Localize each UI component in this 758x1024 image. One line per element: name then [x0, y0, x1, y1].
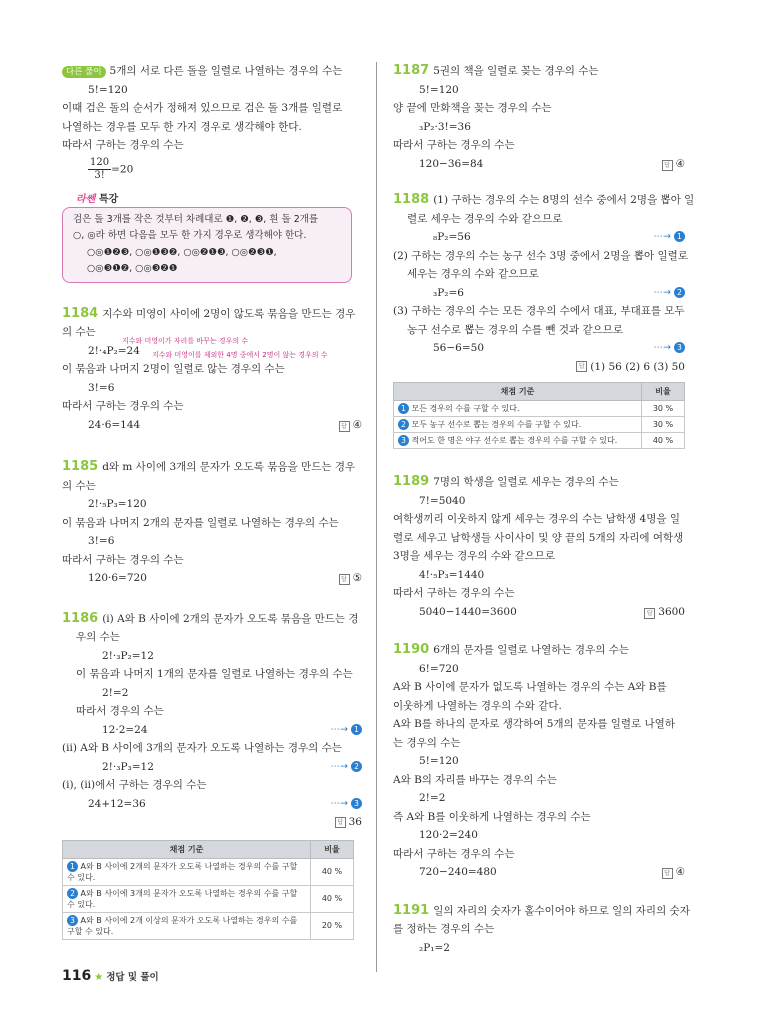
- lecture-line: ○, ◎라 하면 다음을 모두 한 가지 경우로 생각해야 한다.: [73, 230, 307, 241]
- answer: 답 ⑤: [339, 569, 362, 588]
- problem-number: 1190: [393, 642, 430, 657]
- answer-icon: 답: [576, 361, 587, 372]
- text-line: 세우는 경우의 수와 같으므로: [407, 268, 539, 280]
- equation: 4!·₅P₃=1440: [419, 568, 485, 581]
- problem-1191: 1191 일의 자리의 숫자가 홀수이어야 하므로 일의 자리의 숫자 를 정하는 경우의 수는 ₂P₁=2: [393, 902, 685, 958]
- lecture-content: [62, 207, 352, 283]
- equation: ₃P₂·3!=36: [419, 120, 471, 133]
- equation-row: 2!·₃P₃=12 ⋯→ 2: [62, 758, 362, 777]
- problem-1188: 1188 (1) 구하는 경우의 수는 8명의 선수 중에서 2명을 뽑아 일 렬로 세우는 경우의 수와 같으므로 ₈P₂=56 ⋯→ 1 (2) 구하는 경우의 수는 농구 선수 3명 중에서 2명을 뽑아 일렬로 세우는 경우의 수와 같으므로 ₃P₂=6 ⋯→ 2 (3) 구하는 경우의 수는 모든 경우의 수에서 대표, 부대표를 모두 농구 선수로 뽑는 경우의 수를 뺀 것과 같으므로 56−6=50 ⋯→ 3 답 (1) 56 (2) 6 (3) 50: [393, 191, 685, 376]
- text-line: 양 끝에 만화책을 꽂는 경우의 수는: [393, 102, 552, 114]
- equation: 2!=2: [102, 686, 129, 699]
- problem-1189: 1189 7명의 학생을 일렬로 세우는 경우의 수는 7!=5040 여학생끼리 이웃하지 않게 세우는 경우의 수는 남학생 4명을 일 렬로 세우고 남학생들 사이사이 및 양 끝의 5개의 자리에 여학생 3명을 세우는 경우의 수와 같으므로 4!·₅P₃=1440 따라서 구하는 경우의 수는 5040−1440=3600 답 3600: [393, 473, 685, 621]
- text-line: (ii) A와 B 사이에 3개의 문자가 오도록 나열하는 경우의 수는: [62, 742, 342, 754]
- right-column: [393, 62, 695, 957]
- lecture-line: 검은 돌 3개를 작은 것부터 차례대로 ❶, ❷, ❸, 흰 돌 2개를: [73, 213, 319, 225]
- table-header: 채점 기준: [63, 840, 311, 858]
- answer-icon: 답: [339, 421, 350, 432]
- final-row: 120−36=84 답 ④: [393, 155, 685, 174]
- problem-number: 1187: [393, 63, 430, 78]
- problem-1185: 1185 d와 m 사이에 3개의 문자가 오도록 묶음을 만드는 경우 의 수는 2!·₅P₃=120 이 묶음과 나머지 2개의 문자를 일렬로 나열하는 경우의 수는 3!=6 따라서 구하는 경우의 수는 120·6=720 답 ⑤: [62, 458, 362, 588]
- answer: 답 36: [62, 813, 362, 832]
- text-line: 렬로 세우고 남학생들 사이사이 및 양 끝의 5개의 자리에 여학생: [393, 531, 684, 544]
- equation-row: 56−6=50 ⋯→ 3: [393, 339, 685, 358]
- final-row: 24·6=144 답 ④: [62, 416, 362, 435]
- table-row: 2 모두 농구 선수로 뽑는 경우의 수를 구할 수 있다. 30 %: [394, 417, 685, 433]
- fraction: $\frac{120}{3!}$: [90, 156, 110, 181]
- answer: 답 3600: [644, 603, 685, 622]
- text-line: 나열하는 경우를 모두 한 가지 경우로 생각해야 한다.: [62, 120, 302, 133]
- text-line: 를 정하는 경우의 수는: [393, 923, 495, 935]
- answer-icon: 답: [662, 868, 673, 879]
- text-line: 의 수는: [62, 326, 96, 338]
- equation: 3!=6: [88, 381, 115, 394]
- annotated-equation: 2!·₄P₂=24 지수와 미영이가 자리를 바꾸는 경우의 수 지수와 미영이를 제외한 4명 중에서 2명이 않는 경우의 수: [62, 342, 362, 361]
- table-row: 3 A와 B 사이에 2개 이상의 문자가 오도록 나열하는 경우의 수를 구할 수 있다. 20 %: [63, 912, 354, 939]
- answer-icon: 답: [339, 574, 350, 585]
- text-line: 따라서 구하는 경우의 수는: [62, 553, 184, 566]
- footer-label: 정답 및 풀이: [106, 972, 159, 983]
- page-number: 116: [62, 968, 92, 984]
- text-line: 따라서 구하는 경우의 수는: [393, 139, 515, 151]
- step-marker: ⋯→ 2: [654, 284, 685, 303]
- scoring-table: [393, 382, 685, 449]
- equation-row: 24+12=36 ⋯→ 3: [62, 795, 362, 814]
- answer: 답 ④: [662, 155, 685, 174]
- final-row: 120·6=720 답 ⑤: [62, 569, 362, 588]
- problem-1184: 1184 지수와 미영이 사이에 2명이 않도록 묶음을 만드는 경우 의 수는 2!·₄P₂=24 지수와 미영이가 자리를 바꾸는 경우의 수 지수와 미영이를 제외한 4명 중에서 2명이 않는 경우의 수 이 묶음과 나머지 2명이 일렬로 않는 경우의 수는 3!=6 따라서 구하는 경우의 수는 24·6=144 답 ④: [62, 305, 362, 435]
- equation: 120·2=240: [419, 829, 478, 841]
- final-row: 720−240=480 답 ④: [393, 863, 685, 882]
- step-marker: ⋯→ 2: [331, 758, 362, 777]
- annotation: 지수와 미영이가 자리를 바꾸는 경우의 수: [122, 336, 249, 345]
- text-line: 따라서 구하는 경우의 수는: [393, 587, 515, 599]
- equation: 2!=2: [419, 792, 446, 804]
- lecture-box: [62, 190, 362, 283]
- equation: 2!·₃P₂=12: [102, 649, 154, 662]
- problem-1186: 1186 (i) A와 B 사이에 2개의 문자가 오도록 묶음을 만드는 경 우의 수는 2!·₃P₂=12 이 묶음과 나머지 1개의 문자를 일렬로 나열하는 경우의 수는 2!=2 따라서 경우의 수는 12·2=24 ⋯→ 1 (ii) A와 B 사이에 3개의 문자가 오도록 나열하는 경우의 수는 2!·₃P₃=12 ⋯→ 2 (i), (ii)에서 구하는 경우의 수는 24+12=36 ⋯→ 3 답 36: [62, 610, 362, 832]
- text-line: 이 묶음과 나머지 2개의 문자를 일렬로 나열하는 경우의 수는: [62, 516, 339, 529]
- table-row: 1 A와 B 사이에 2개의 문자가 오도록 나열하는 경우의 수를 구할 수 있다. 40 %: [63, 858, 354, 885]
- step-marker: ⋯→ 1: [654, 228, 685, 247]
- problem-number: 1185: [62, 459, 99, 474]
- fraction-equation: $\frac{120}{3!}=20$: [90, 156, 134, 181]
- equation: 2!·₅P₃=120: [88, 498, 147, 510]
- text-line: 3명을 세우는 경우의 수와 같으므로: [393, 550, 556, 562]
- text-line: 렬로 세우는 경우의 수와 같으므로: [407, 212, 563, 225]
- equation: 5!=120: [419, 83, 459, 96]
- text-line: A와 B의 자리를 바꾸는 경우의 수는: [393, 773, 557, 786]
- step-marker: ⋯→ 1: [331, 721, 362, 740]
- lecture-line: ○◎❸❶❷, ○◎❸❷❶: [87, 263, 178, 274]
- scoring-table: [62, 840, 354, 940]
- answer: 답 ④: [662, 863, 685, 882]
- lecture-line: ○◎❶❷❸, ○◎❶❸❷, ○◎❷❶❸, ○◎❷❸❶,: [87, 246, 277, 258]
- text-line: 이 묶음과 나머지 2명이 일렬로 않는 경우의 수는: [62, 363, 285, 375]
- answer-icon: 답: [644, 608, 655, 619]
- equation: 5!=120: [419, 755, 459, 767]
- table-row: 1 모든 경우의 수를 구할 수 있다. 30 %: [394, 401, 685, 417]
- answer: 답 (1) 56 (2) 6 (3) 50: [393, 358, 685, 377]
- star-icon: ★: [94, 972, 104, 983]
- equation: 3!=6: [88, 535, 115, 547]
- table-row: 3 적어도 한 명은 야구 선수로 뽑는 경우의 수를 구할 수 있다. 40 %: [394, 433, 685, 449]
- page-footer: [62, 968, 159, 984]
- alt-solution-badge: 다른 풀이: [62, 66, 106, 78]
- answer-icon: 답: [335, 817, 346, 828]
- lecture-title: 라쎈 특강: [76, 193, 119, 205]
- table-row: 2 A와 B 사이에 3개의 문자가 오도록 나열하는 경우의 수를 구할 수 있다. 40 %: [63, 885, 354, 912]
- step-marker: ⋯→ 3: [331, 795, 362, 814]
- text-line: 이웃하게 나열하는 경우의 수와 같다.: [393, 699, 562, 712]
- equation-row: ₈P₂=56 ⋯→ 1: [393, 228, 685, 247]
- text-line: 따라서 경우의 수는: [76, 705, 164, 717]
- step-marker: ⋯→ 3: [654, 339, 685, 358]
- text-line: (i), (ii)에서 구하는 경우의 수는: [62, 779, 207, 791]
- problem-number: 1189: [393, 474, 430, 489]
- equation: ₂P₁=2: [419, 941, 450, 954]
- table-header: 채점 기준: [394, 383, 642, 401]
- problem-1190: 1190 6개의 문자를 일렬로 나열하는 경우의 수는 6!=720 A와 B 사이에 문자가 없도록 나열하는 경우의 수는 A와 B를 이웃하게 나열하는 경우의 수와 같다. A와 B를 하나의 문자로 생각하여 5개의 문자를 일렬로 나열하 는 경우의 수는 5!=120 A와 B의 자리를 바꾸는 경우의 수는 2!=2 즉 A와 B를 이웃하게 나열하는 경우의 수는 120·2=240 따라서 구하는 경우의 수는 720−240=480 답 ④: [393, 641, 685, 882]
- text-line: (2) 구하는 경우의 수는 농구 선수 3명 중에서 2명을 뽑아 일렬로: [393, 249, 688, 262]
- problem-1187: 1187 5권의 책을 일렬로 꽂는 경우의 수는 5!=120 양 끝에 만화책을 꽂는 경우의 수는 ₃P₂·3!=36 따라서 구하는 경우의 수는 120−36=84 답 ④: [393, 62, 685, 173]
- text-line: 따라서 구하는 경우의 수는: [62, 139, 184, 151]
- text-line: 농구 선수로 뽑는 경우의 수를 뺀 것과 같으므로: [407, 323, 624, 336]
- table-header: 비율: [642, 383, 685, 401]
- text-line: 여학생끼리 이웃하지 않게 세우는 경우의 수는 남학생 4명을 일: [393, 513, 680, 525]
- answer-icon: 답: [662, 160, 673, 171]
- text-line: 따라서 구하는 경우의 수는: [62, 400, 184, 412]
- problem-number: 1186: [62, 610, 99, 626]
- equation-row: ₃P₂=6 ⋯→ 2: [393, 284, 685, 303]
- text-line: A와 B 사이에 문자가 없도록 나열하는 경우의 수는 A와 B를: [393, 681, 667, 693]
- answer: 답 ④: [339, 416, 362, 435]
- problem-number: 1188: [393, 192, 430, 207]
- annotation: 지수와 미영이를 제외한 4명 중에서 2명이 않는 경우의 수: [152, 350, 328, 359]
- text-line: 즉 A와 B를 이웃하게 나열하는 경우의 수는: [393, 810, 591, 823]
- text-line: 이때 검은 돌의 순서가 정해져 있으므로 검은 돌 3개를 일렬로: [62, 102, 343, 114]
- equation: 5!=120: [88, 83, 128, 96]
- table-header: 비율: [311, 840, 354, 858]
- column-divider: [376, 62, 377, 972]
- left-column: [62, 62, 362, 940]
- text-line: 의 수는: [62, 479, 96, 492]
- problem-number: 1191: [393, 902, 430, 918]
- alt-solution-first-line: 다른 풀이 5개의 서로 다른 돌을 일렬로 나열하는 경우의 수는: [62, 62, 362, 81]
- text-line: (3) 구하는 경우의 수는 모든 경우의 수에서 대표, 부대표를 모두: [393, 305, 685, 317]
- text-line: 우의 수는: [76, 631, 120, 643]
- problem-number: 1184: [62, 305, 99, 321]
- final-row: 5040−1440=3600 답 3600: [393, 603, 685, 622]
- equation-row: 12·2=24 ⋯→ 1: [62, 721, 362, 740]
- equation: 6!=720: [419, 662, 459, 675]
- text-line: 이 묶음과 나머지 1개의 문자를 일렬로 나열하는 경우의 수는: [76, 668, 353, 680]
- text-line: A와 B를 하나의 문자로 생각하여 5개의 문자를 일렬로 나열하: [393, 718, 675, 730]
- equation: 7!=5040: [419, 494, 466, 507]
- text-line: 따라서 구하는 경우의 수는: [393, 847, 515, 860]
- text-line: 는 경우의 수는: [393, 736, 461, 749]
